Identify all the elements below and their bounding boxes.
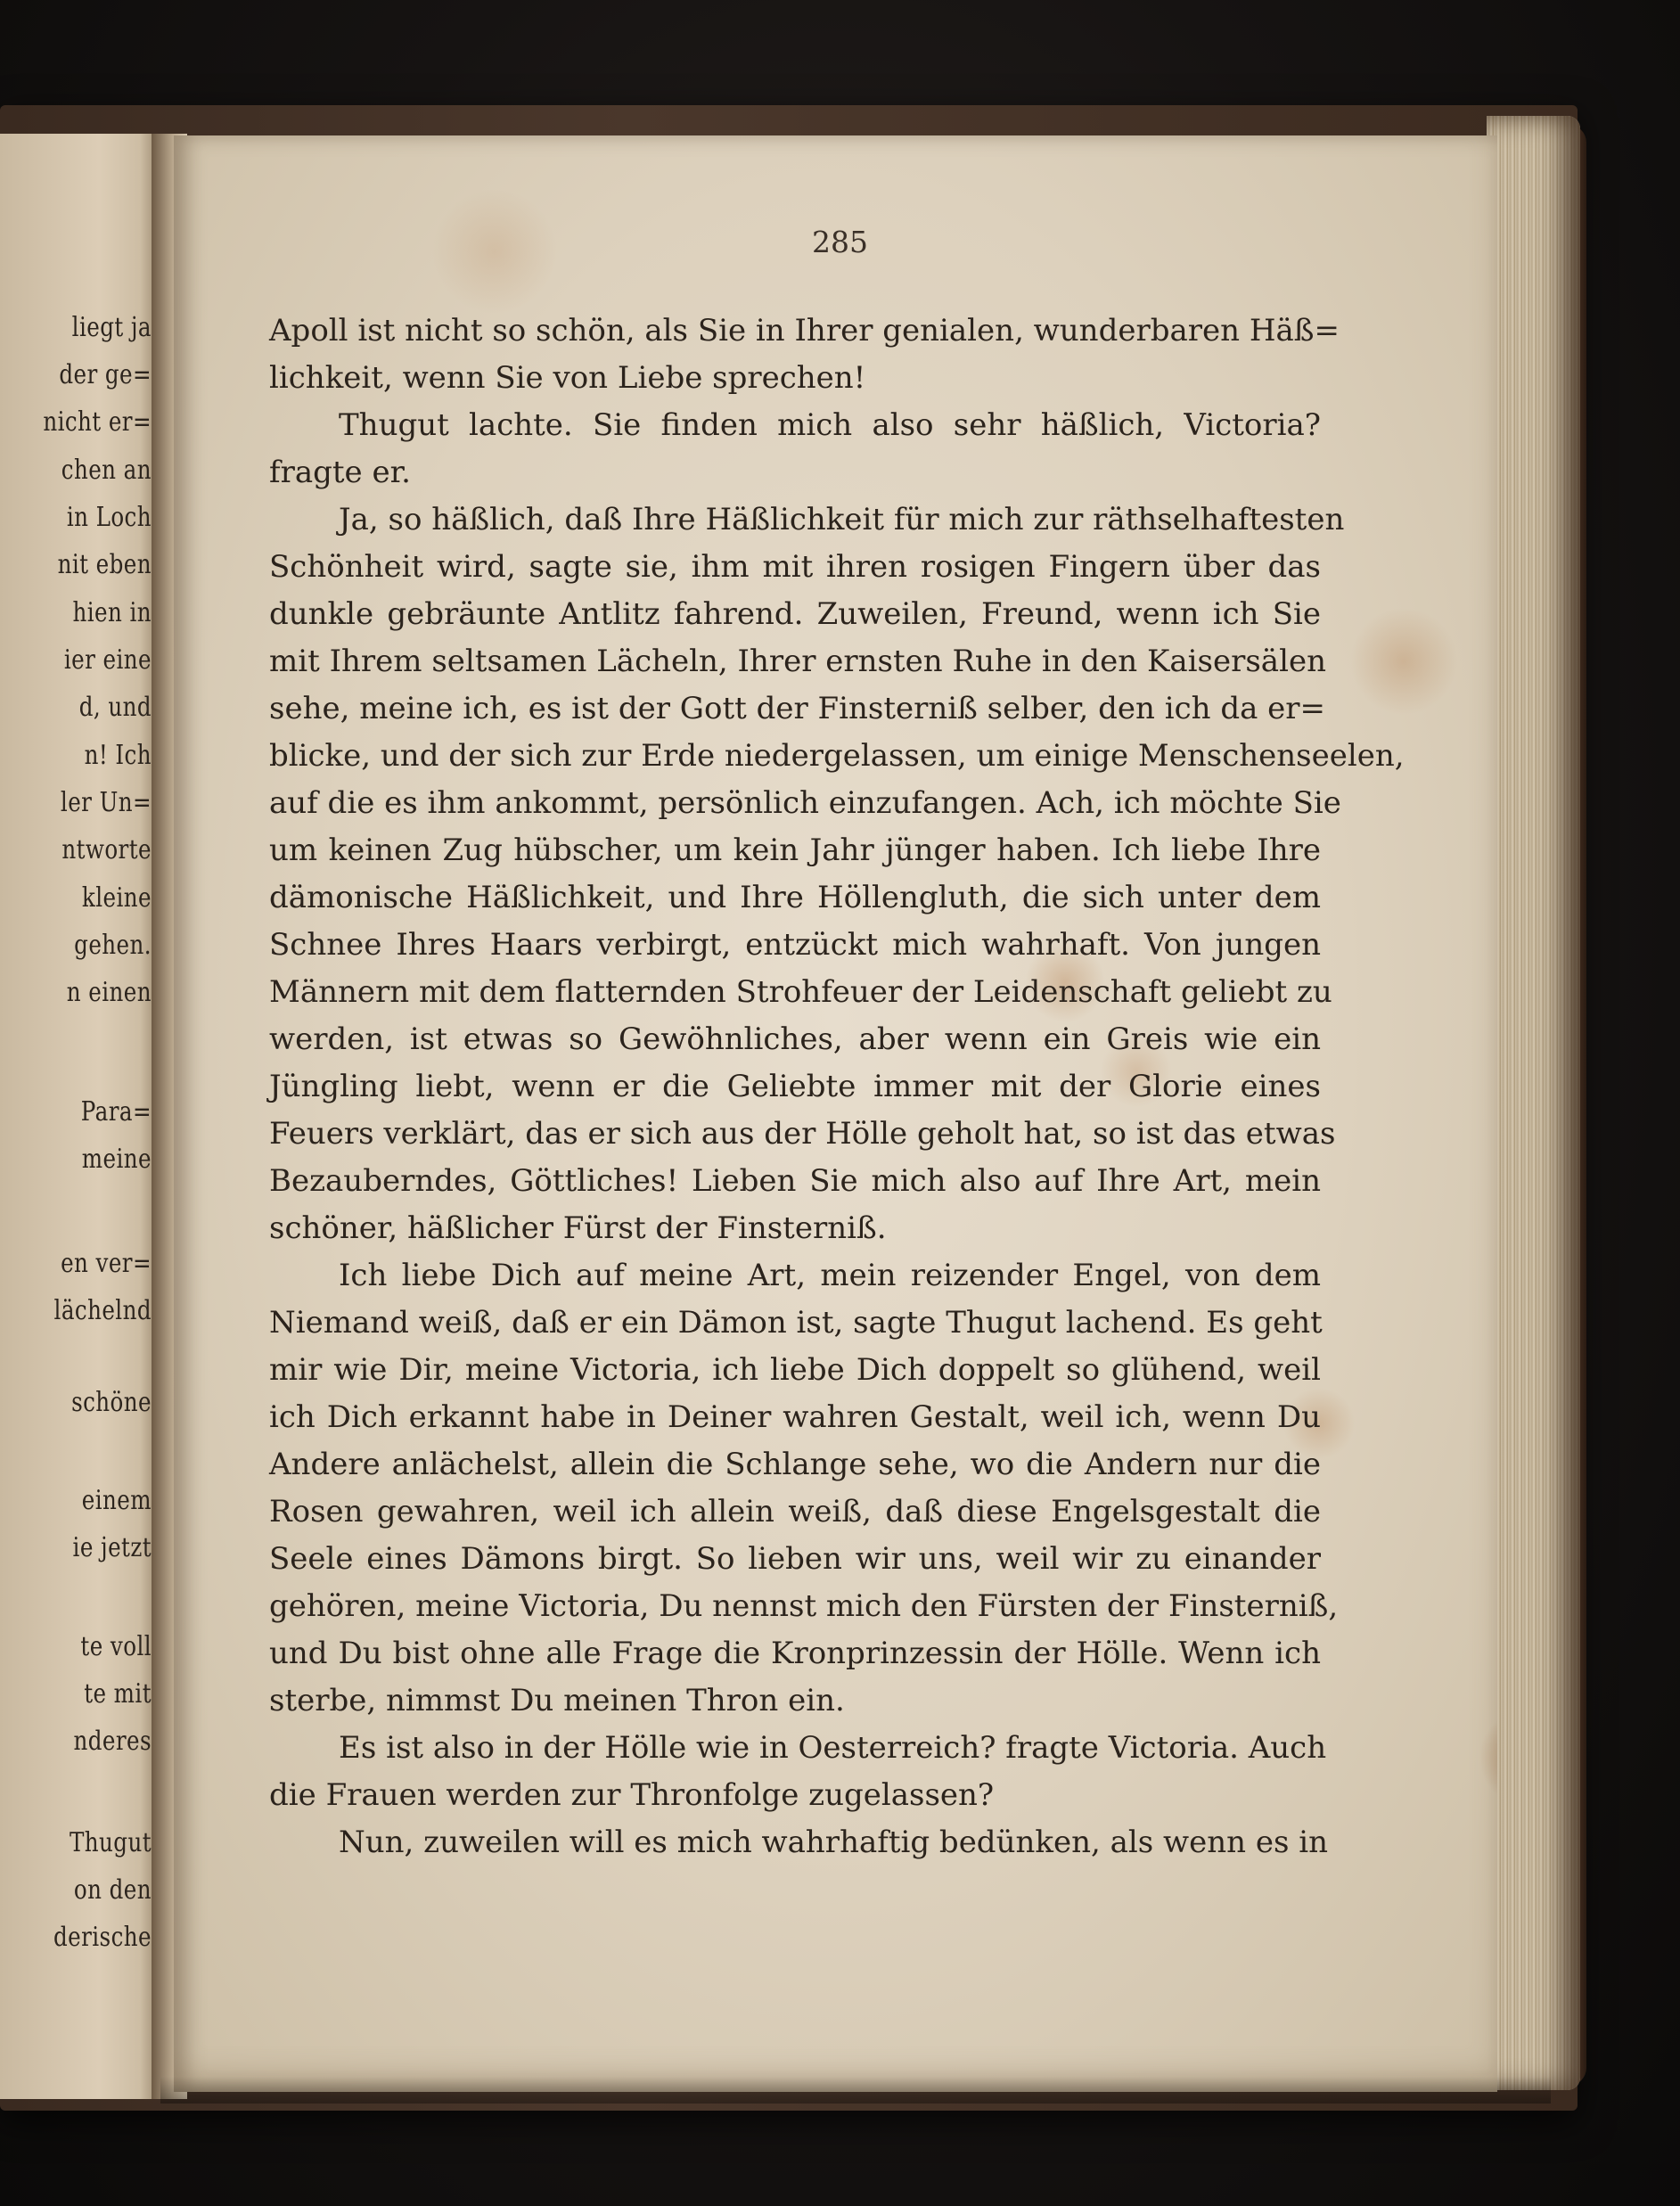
text-line: ich Dich erkannt habe in Deiner wahren Gestalt, weil ich, wenn Du [269,1399,1321,1435]
text-line: Schnee Ihres Haars verbirgt, entzückt mich wahrhaft. Von jungen [269,927,1321,963]
previous-page-text-fragment: gehen. [74,930,152,961]
text-line: dämonische Häßlichkeit, und Ihre Höllengluth, die sich unter dem [269,880,1321,915]
text-line: um keinen Zug hübscher, um kein Jahr jünger haben. Ich liebe Ihre [269,832,1321,868]
previous-page-text-fragment: schöne [71,1387,152,1418]
text-line: mir wie Dir, meine Victoria, ich liebe Dich doppelt so glühend, weil [269,1352,1321,1388]
previous-page-text-fragment: chen an [61,455,152,486]
page-bottom-shadow [160,2077,1551,2103]
text-line: auf die es ihm ankommt, persönlich einzufangen. Ach, ich möchte Sie [269,785,1341,821]
text-line: Rosen gewahren, weil ich allein weiß, daß diese Engelsgestalt die [269,1494,1321,1529]
text-line: schöner, häßlicher Fürst der Finsterniß. [269,1210,887,1246]
text-line: Seele eines Dämons birgt. So lieben wir uns, weil wir zu einander [269,1541,1321,1577]
text-line: sterbe, nimmst Du meinen Thron ein. [269,1683,845,1718]
previous-page-text-fragment: hien in [72,597,152,628]
text-line: Apoll ist nicht so schön, als Sie in Ihrer genialen, wunderbaren Häß= [269,313,1340,349]
previous-page-text-fragment: nderes [73,1726,152,1757]
page-edges [1487,116,1580,2090]
previous-page-text-fragment: der ge= [59,359,152,390]
previous-page-text-fragment: te mit [84,1678,152,1710]
previous-page-text-fragment: Thugut [69,1827,152,1858]
text-line: Schönheit wird, sagte sie, ihm mit ihren rosigen Fingern über das [269,549,1321,585]
previous-page-text-fragment: kleine [81,882,152,914]
previous-page-text-fragment: derische [53,1922,152,1953]
page-number: 285 [812,225,868,259]
text-line: Feuers verklärt, das er sich aus der Hölle geholt hat, so ist das etwas [269,1116,1336,1152]
text-line: gehören, meine Victoria, Du nennst mich den Fürsten der Finsterniß, [269,1588,1339,1624]
previous-page-text-fragment: ie jetzt [72,1532,152,1563]
previous-page-text-fragment: te voll [80,1631,152,1662]
previous-page-text-fragment: nit eben [57,549,152,580]
previous-page-text-fragment: on den [73,1874,152,1906]
previous-page-text-fragment: meine [81,1144,152,1175]
text-line: lichkeit, wenn Sie von Liebe sprechen! [269,360,866,396]
previous-page-fragment [0,134,165,2099]
previous-page-text-fragment: Para= [80,1096,152,1128]
text-line: die Frauen werden zur Thronfolge zugelassen? [269,1777,995,1813]
text-line: und Du bist ohne alle Frage die Kronprinzessin der Hölle. Wenn ich [269,1636,1321,1671]
text-line: Es ist also in der Hölle wie in Oesterreich? fragte Victoria. Auch [339,1730,1327,1766]
previous-page-text-fragment: liegt ja [71,312,152,343]
text-line: dunkle gebräunte Antlitz fahrend. Zuweilen, Freund, wenn ich Sie [269,596,1321,632]
previous-page-text-fragment: nicht er= [43,406,152,438]
text-line: Nun, zuweilen will es mich wahrhaftig bedünken, als wenn es in [339,1825,1328,1860]
previous-page-text-fragment: ler Un= [60,787,152,818]
text-line: Ja, so häßlich, daß Ihre Häßlichkeit für mich zur räthselhaftesten [339,502,1345,537]
text-line: fragte er. [269,455,411,490]
text-line: Männern mit dem flatternden Strohfeuer der Leidenschaft geliebt zu [269,974,1332,1010]
text-line: Bezauberndes, Göttliches! Lieben Sie mich also auf Ihre Art, mein [269,1163,1321,1199]
book-page [174,135,1497,2092]
previous-page-text-fragment: einem [81,1485,152,1516]
text-line: Thugut lachte. Sie finden mich also sehr häßlich, Victoria? [339,407,1321,443]
previous-page-text-fragment: in Loch [66,502,152,533]
previous-page-text-fragment: en ver= [61,1248,152,1279]
text-line: Jüngling liebt, wenn er die Geliebte immer mit der Glorie eines [269,1069,1321,1104]
text-line: blicke, und der sich zur Erde niedergelassen, um einige Menschenseelen, [269,738,1405,774]
previous-page-text-fragment: ier eine [63,644,152,676]
text-line: werden, ist etwas so Gewöhnliches, aber wenn ein Greis wie ein [269,1021,1321,1057]
text-line: sehe, meine ich, es ist der Gott der Finsterniß selber, den ich da er= [269,691,1326,726]
previous-page-text-fragment: ntworte [61,834,152,865]
previous-page-text-fragment: lächelnd [53,1295,152,1326]
text-line: Ich liebe Dich auf meine Art, mein reizender Engel, von dem [339,1258,1321,1293]
previous-page-text-fragment: n einen [66,977,152,1008]
previous-page-text-fragment: d, und [78,692,152,723]
text-line: Niemand weiß, daß er ein Dämon ist, sagte Thugut lachend. Es geht [269,1305,1323,1341]
previous-page-text-fragment: n! Ich [84,740,152,771]
text-line: mit Ihrem seltsamen Lächeln, Ihrer ernsten Ruhe in den Kaisersälen [269,644,1326,679]
text-line: Andere anlächelst, allein die Schlange sehe, wo die Andern nur die [269,1447,1321,1482]
